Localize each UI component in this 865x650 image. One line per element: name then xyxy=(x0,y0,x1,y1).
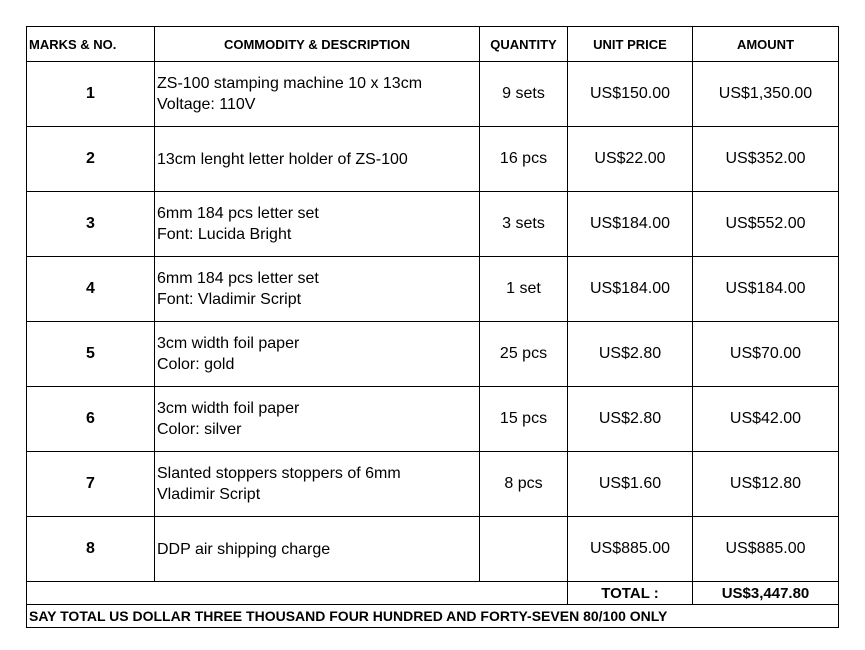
item-unit-price: US$22.00 xyxy=(568,127,693,192)
item-number: 3 xyxy=(27,192,155,257)
item-number: 2 xyxy=(27,127,155,192)
item-description xyxy=(155,387,480,452)
description-line-1: 6mm 184 pcs letter set xyxy=(157,270,319,287)
item-number: 4 xyxy=(27,257,155,322)
header-unit-price: UNIT PRICE xyxy=(568,27,693,62)
total-label: TOTAL : xyxy=(568,582,693,605)
item-description xyxy=(155,192,480,257)
table-row xyxy=(27,452,839,517)
say-total-text: SAY TOTAL US DOLLAR THREE THOUSAND FOUR HUNDRED AND FORTY-SEVEN 80/100 ONLY xyxy=(27,605,839,628)
item-amount: US$12.80 xyxy=(693,452,839,517)
item-amount: US$184.00 xyxy=(693,257,839,322)
item-amount: US$352.00 xyxy=(693,127,839,192)
item-description xyxy=(155,257,480,322)
item-quantity: 3 sets xyxy=(480,192,568,257)
description-line-2: Color: silver xyxy=(157,421,242,438)
item-description xyxy=(155,127,480,192)
item-quantity: 8 pcs xyxy=(480,452,568,517)
item-unit-price: US$2.80 xyxy=(568,322,693,387)
item-unit-price: US$885.00 xyxy=(568,517,693,582)
item-unit-price: US$2.80 xyxy=(568,387,693,452)
description-line-1: 13cm lenght letter holder of ZS-100 xyxy=(157,150,408,168)
item-quantity: 25 pcs xyxy=(480,322,568,387)
item-amount: US$1,350.00 xyxy=(693,62,839,127)
table-row xyxy=(27,127,839,192)
item-quantity: 15 pcs xyxy=(480,387,568,452)
table-row xyxy=(27,257,839,322)
item-unit-price: US$184.00 xyxy=(568,192,693,257)
header-quantity: QUANTITY xyxy=(480,27,568,62)
item-unit-price: US$150.00 xyxy=(568,62,693,127)
header-marks: MARKS & NO. xyxy=(27,27,155,62)
description-line-2: Color: gold xyxy=(157,356,235,373)
table-row xyxy=(27,62,839,127)
total-blank-cell xyxy=(155,582,480,605)
item-quantity: 16 pcs xyxy=(480,127,568,192)
table-row xyxy=(27,517,839,582)
item-description xyxy=(155,322,480,387)
table-row xyxy=(27,192,839,257)
item-description xyxy=(155,62,480,127)
description-line-2: Voltage: 110V xyxy=(157,96,256,113)
item-amount: US$885.00 xyxy=(693,517,839,582)
item-quantity: 1 set xyxy=(480,257,568,322)
item-amount: US$552.00 xyxy=(693,192,839,257)
header-row xyxy=(27,27,839,62)
description-line-1: Slanted stoppers stoppers of 6mm xyxy=(157,465,401,482)
description-line-1: ZS-100 stamping machine 10 x 13cm xyxy=(157,75,423,92)
description-line-2: Font: Vladimir Script xyxy=(157,291,302,308)
item-number: 6 xyxy=(27,387,155,452)
item-description xyxy=(155,517,480,582)
description-line-1: 3cm width foil paper xyxy=(157,400,300,417)
item-number: 1 xyxy=(27,62,155,127)
table-row xyxy=(27,322,839,387)
item-number: 5 xyxy=(27,322,155,387)
item-number: 8 xyxy=(27,517,155,582)
description-line-1: DDP air shipping charge xyxy=(157,540,331,558)
description-line-1: 6mm 184 pcs letter set xyxy=(157,205,319,222)
invoice-table xyxy=(26,26,839,628)
item-amount: US$42.00 xyxy=(693,387,839,452)
description-line-1: 3cm width foil paper xyxy=(157,335,300,352)
item-number: 7 xyxy=(27,452,155,517)
header-commodity: COMMODITY & DESCRIPTION xyxy=(155,27,480,62)
description-line-2: Font: Lucida Bright xyxy=(157,226,292,243)
total-blank-cell xyxy=(480,582,568,605)
say-total-row xyxy=(27,605,839,628)
item-unit-price: US$184.00 xyxy=(568,257,693,322)
total-row xyxy=(27,582,839,605)
total-blank-cell xyxy=(27,582,155,605)
item-amount: US$70.00 xyxy=(693,322,839,387)
item-description xyxy=(155,452,480,517)
table-row xyxy=(27,387,839,452)
total-value: US$3,447.80 xyxy=(693,582,839,605)
description-line-2: Vladimir Script xyxy=(157,486,261,503)
item-quantity xyxy=(480,517,568,582)
header-amount: AMOUNT xyxy=(693,27,839,62)
item-unit-price: US$1.60 xyxy=(568,452,693,517)
item-quantity: 9 sets xyxy=(480,62,568,127)
